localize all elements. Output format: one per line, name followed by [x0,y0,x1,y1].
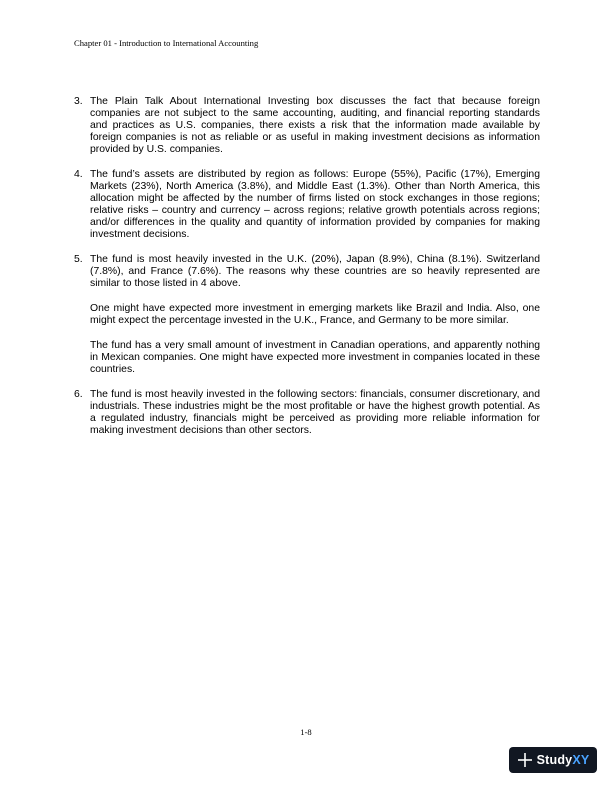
item-number: 4. [74,169,83,180]
paragraph: The fund’s assets are distributed by region as follows: Europe (55%), Pacific (17%), Emerging Markets (23%), North America (3.8%), and Middle East (1.3%). Other than North America, this allocation might be affected by the number of firms listed on stock exchanges in those regions; relative risks – country and currency – across regions; relative growth potentials across regions; and/or differences in the quality and quantity of information provided by companies for making investment decisions. [90,169,540,240]
list-item-6 [74,389,540,437]
brand-name: StudyXY [536,753,590,767]
page-footer [0,727,612,737]
item-number: 3. [74,96,83,107]
list-item-3 [74,96,540,156]
item-number: 5. [74,254,83,265]
paragraph: The fund is most heavily invested in the following sectors: financials, consumer discretionary, and industrials. These industries might be the most profitable or have the highest growth potential. As a regulated industry, financials might be perceived as providing more reliable information for making investment decisions than other sectors. [90,389,540,436]
list-item-4 [74,169,540,241]
item-number: 6. [74,389,83,400]
list-item-5 [74,254,540,376]
paragraph: The Plain Talk About International Investing box discusses the fact that because foreign companies are not subject to the same accounting, auditing, and financial reporting standards and practices as U.S. companies, there exists a risk that the information made available by foreign companies is not as reliable or as useful in making investment decisions as information provided by U.S. companies. [90,96,540,155]
paragraph: The fund is most heavily invested in the U.K. (20%), Japan (8.9%), China (8.1%). Switzerland (7.8%), and France (7.6%). The reasons why these countries are so heavily represented are similar to those listed in 4 above. [90,254,540,289]
page-number: 1-8 [300,727,312,737]
chapter-title: Chapter 01 - Introduction to International Accounting [74,38,259,48]
document-body [74,96,540,450]
plus-icon [517,752,533,768]
studyxy-logo[interactable] [509,747,597,773]
paragraph: One might have expected more investment in emerging markets like Brazil and India. Also, one might expect the percentage invested in the U.K., France, and Germany to be more similar. [90,303,540,326]
paragraph: The fund has a very small amount of investment in Canadian operations, and apparently nothing in Mexican companies. One might have expected more investment in companies located in these countries. [90,340,540,375]
page-header [74,38,258,48]
